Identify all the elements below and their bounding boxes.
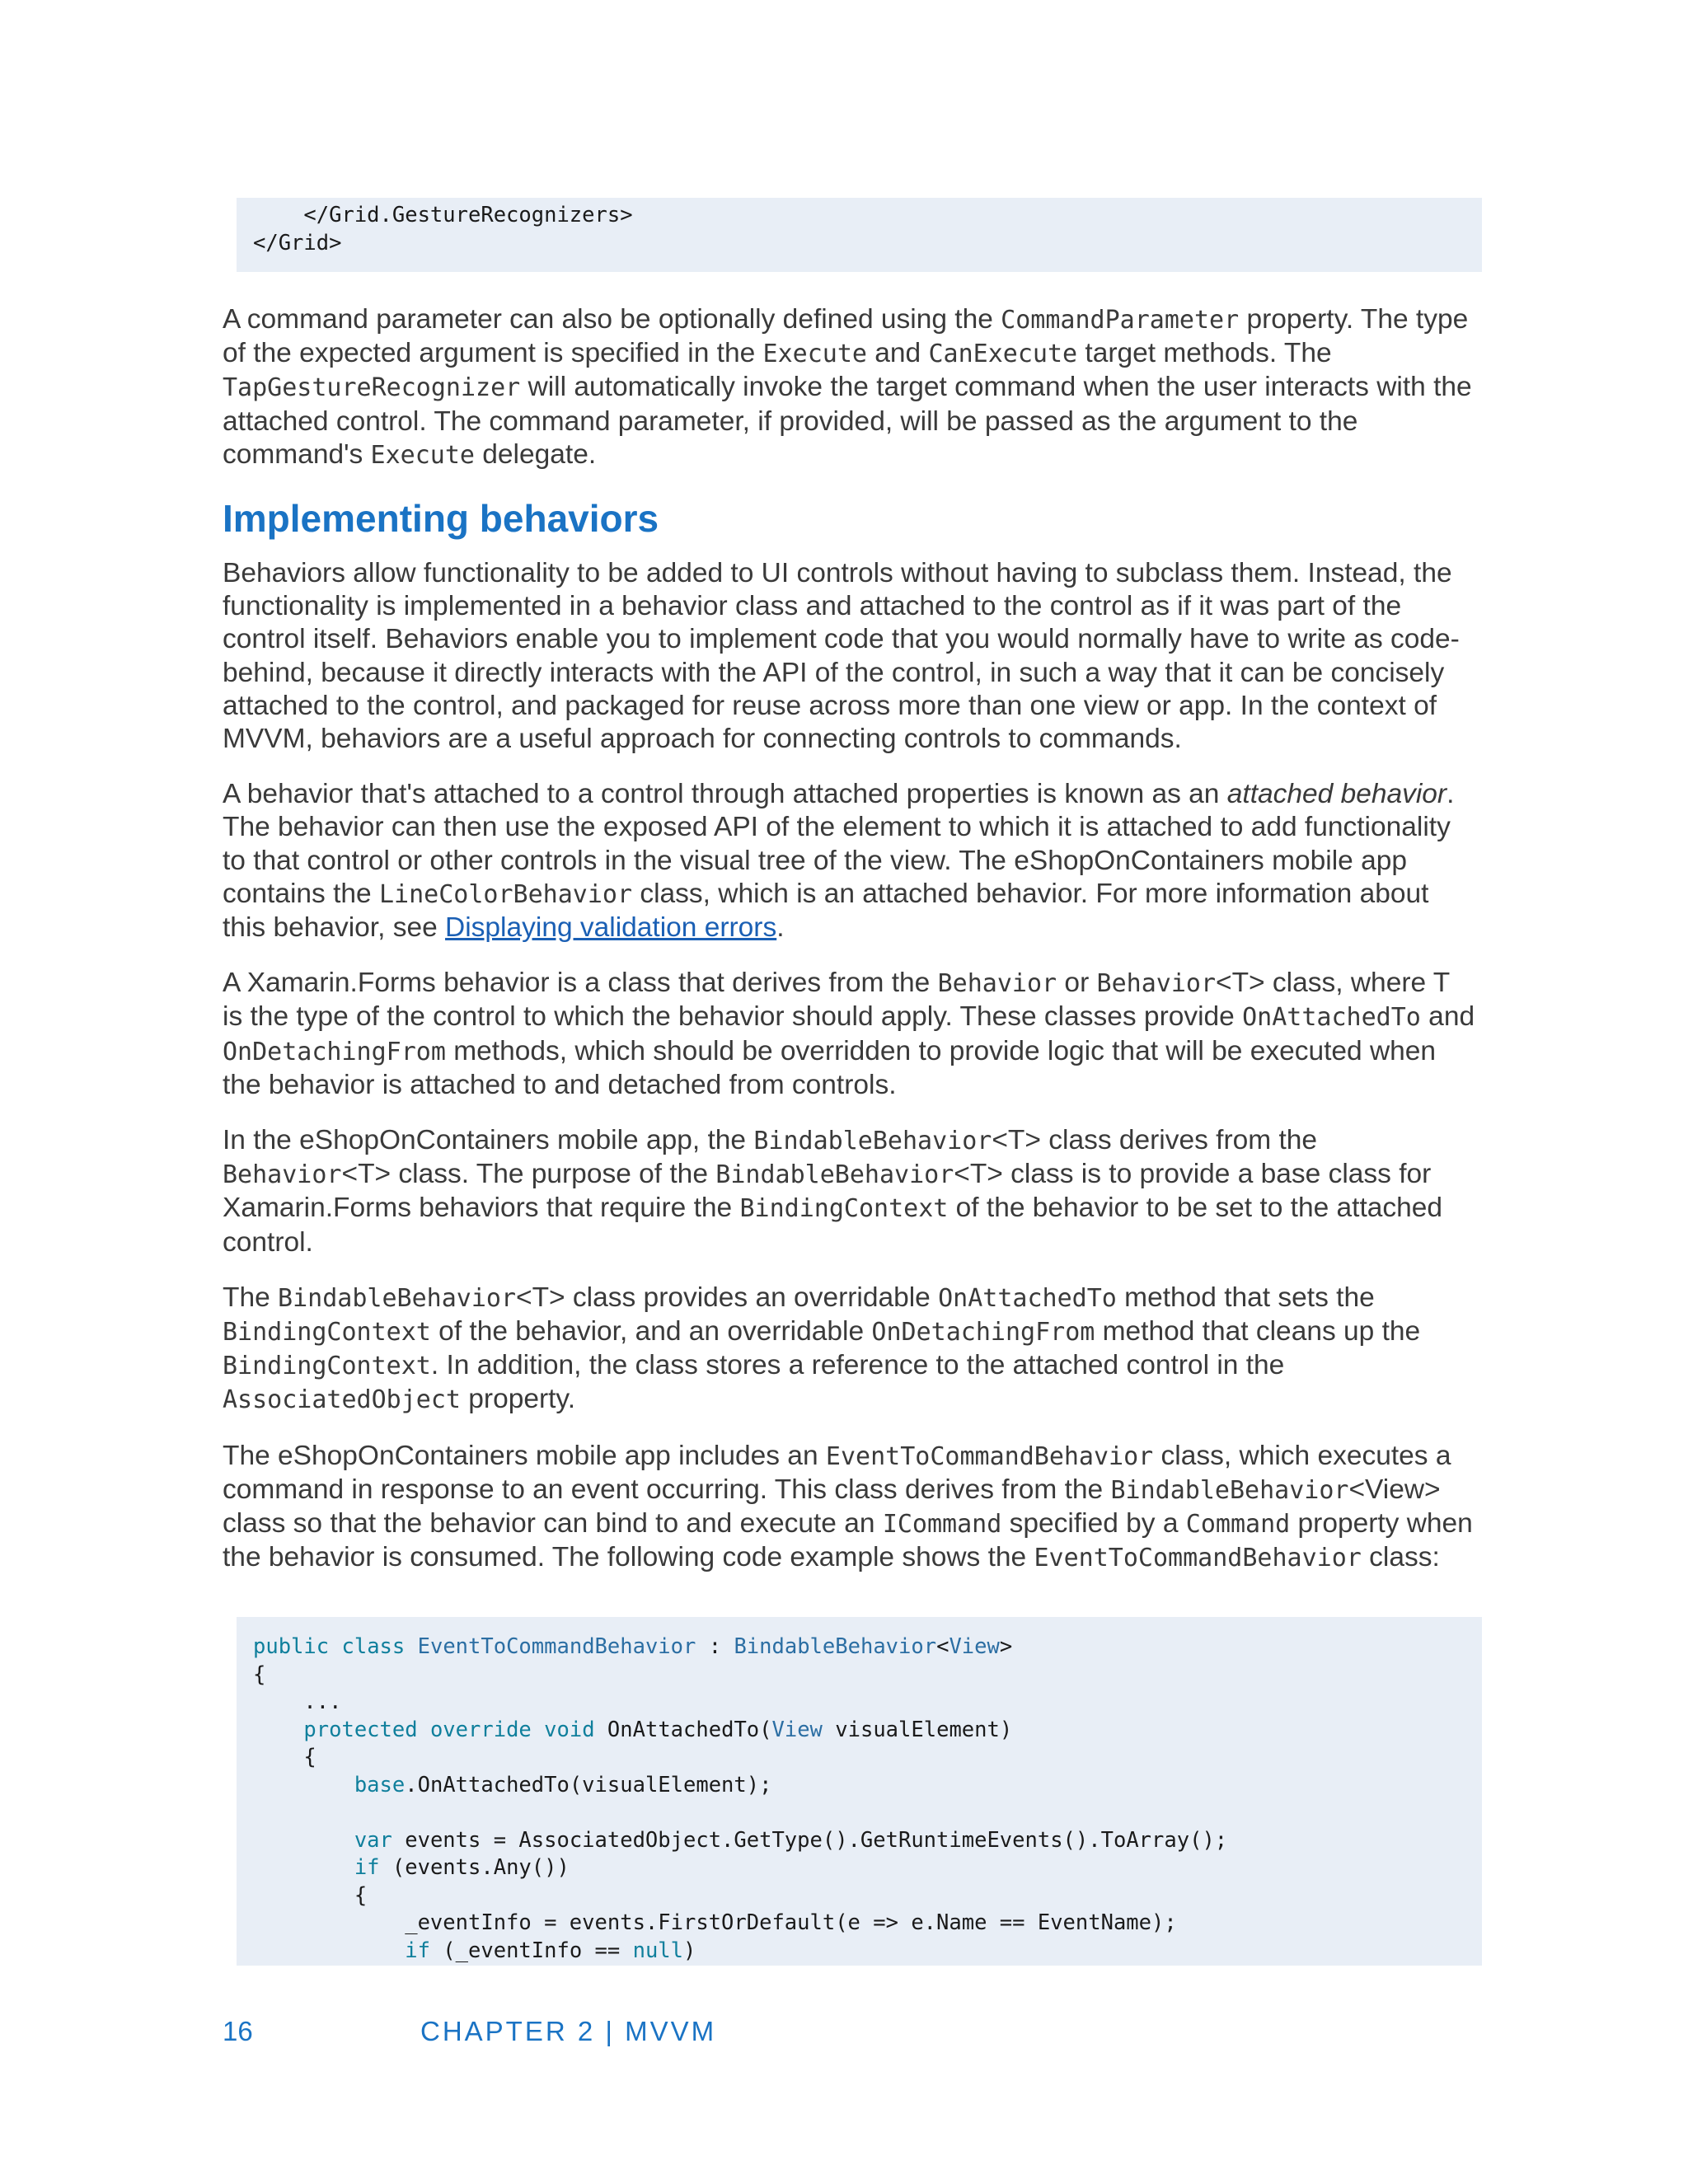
paragraph-behaviors: Behaviors allow functionality to be added to UI controls without having to subclass them. Instead, the functionality is implemented in a behavior class and attached to the control as if it was part of the control itself. Behaviors enable you to implement code that you would normally have to write as code-behind, because it directly interacts with the API of the control, in such a way that it can be concisely attached to the control, and packaged for reuse across more than one view or app. In the context of MVVM, behaviors are a useful approach for connecting controls to commands. [223,558,1460,755]
paragraph-overridable-methods: The BindableBehavior<T> class provides an overridable OnAttachedTo method that sets the BindingContext of the behavior, and an overridable OnDetachingFrom method that cleans up the BindingContext. In addition, the class stores a reference to the attached control in the AssociatedObject property. [223,1282,1421,1415]
code-line: { [253,1745,316,1769]
code-line: { [253,1882,368,1908]
paragraph-xamarin-behavior: A Xamarin.Forms behavior is a class that derives from the Behavior or Behavior<T> class, where T is the type of the control to which the behavior should apply. These classes provide OnAttachedTo and OnDetachingFrom methods, which should be overridden to provide logic that will be executed when the behavior is attached to and detached from controls. [223,968,1475,1100]
code-line: </Grid.GestureRecognizers> [253,203,633,227]
code-line: ... [253,1690,342,1714]
paragraph-attached-behavior: A behavior that's attached to a control through attached properties is known as an attached behavior. The behavior can then use the exposed API of the element to which it is attached to add functionality to that control or other controls in the visual tree of the view. The eShopOnContainers mobile app contains the LineColorBehavior class, which is an attached behavior. For more information about this behavior, see Displaying validation errors. [223,779,1455,944]
paragraph-command-parameter: A command parameter can also be optionally defined using the CommandParameter property. The type of the expected argument is specified in the Execute and CanExecute target methods. The TapGestureRecognizer will automatically invoke the target command when the user interacts with the attached control. The command parameter, if provided, will be passed as the argument to the command's Execute delegate. [223,304,1472,470]
code-line: var events = AssociatedObject.GetType().GetRuntimeEvents().ToArray(); [354,1827,1228,1853]
code-line: protected override void OnAttachedTo(View visualElement) [303,1717,1013,1742]
link-displaying-validation-errors[interactable]: Displaying validation errors [445,912,777,944]
code-block-event-to-command [237,1617,1482,1966]
body-text-2 [223,557,1475,1597]
code-line: { [253,1661,266,1687]
code-line: if (_eventInfo == null) [405,1938,696,1963]
code-line: public class EventToCommandBehavior : BindableBehavior<View> [253,1634,1013,1659]
code-line: </Grid> [253,230,342,255]
paragraph-bindable-behavior: In the eShopOnContainers mobile app, the BindableBehavior<T> class derives from the Behavior<T> class. The purpose of the BindableBehavior<T> class is to provide a base class for Xamarin.Forms behaviors that require the BindingContext of the behavior to be set to the attached control. [223,1125,1443,1258]
chapter-label: CHAPTER 2 | MVVM [420,2016,717,2046]
section-heading: Implementing behaviors [223,497,659,540]
paragraph-event-to-command: The eShopOnContainers mobile app includes an EventToCommandBehavior class, which executes a command in response to an event occurring. This class derives from the BindableBehavior<View> class so that the behavior can bind to and execute an ICommand specified by a Command property when the behavior is consumed. The following code example shows the EventToCommandBehavior class: [223,1440,1473,1573]
code-line: _eventInfo = events.FirstOrDefault(e => e.Name == EventName); [253,1910,1177,1935]
code-line [253,1799,1482,1827]
code-line: base.OnAttachedTo(visualElement); [354,1772,772,1797]
page-number: 16 [223,2016,253,2046]
code-line: if (events.Any()) [354,1855,570,1880]
code-block-top [237,198,1482,272]
body-text-1 [223,303,1475,494]
